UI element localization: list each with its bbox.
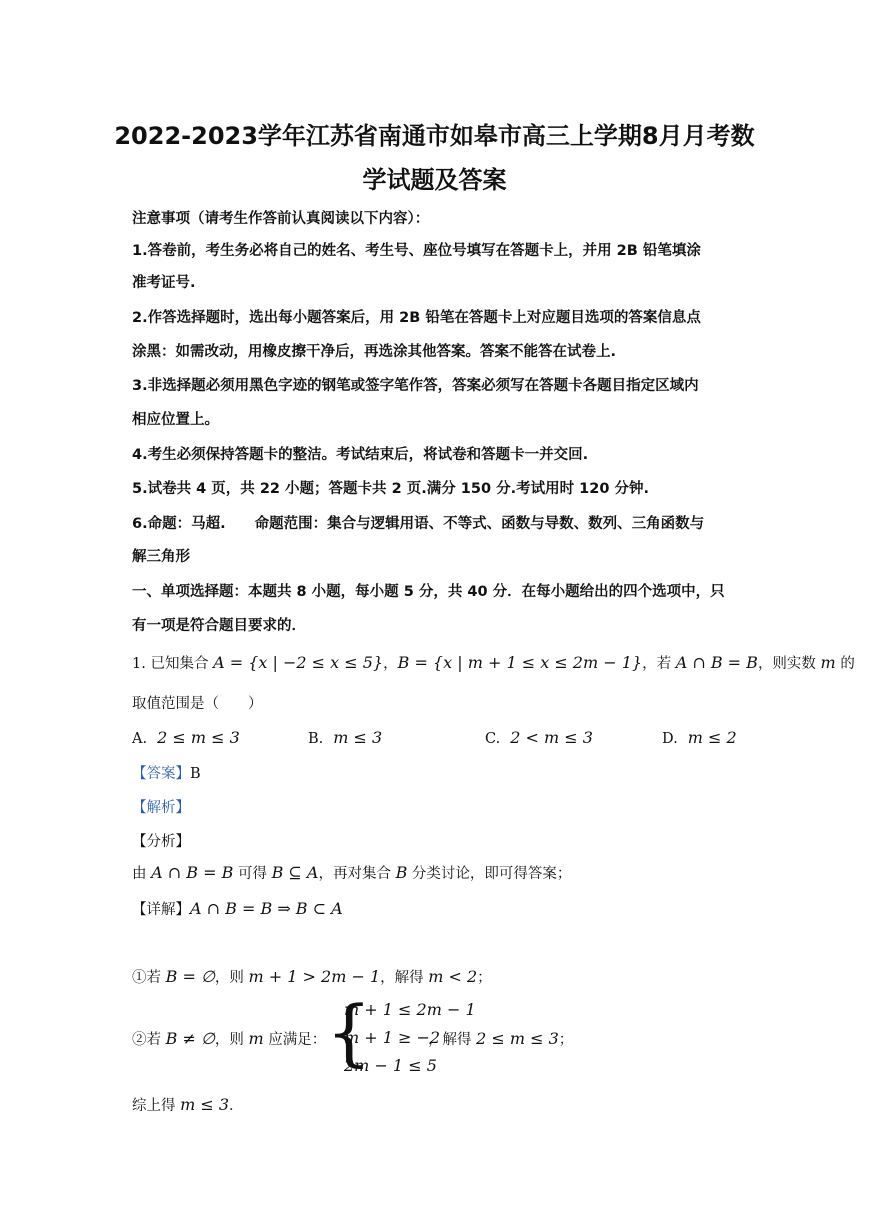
- case-math: m: [248, 1029, 264, 1048]
- case-part: ，解得: [428, 1032, 477, 1048]
- note-line: 5.试卷共 4 页，共 22 小题；答题卡共 2 页.满分 150 分.考试用时 120 分钟.: [132, 481, 649, 497]
- case-math: m < 2: [428, 967, 478, 986]
- case-part: ，则: [214, 970, 249, 986]
- summary-part: ．: [229, 1098, 244, 1114]
- fenxi-tag: 【分析】: [132, 834, 190, 850]
- note-line: 涂黑：如需改动，用橡皮擦干净后，再选涂其他答案。答案不能答在试卷上.: [132, 344, 617, 360]
- answer-value: B: [190, 766, 201, 782]
- option-value: m ≤ 3: [333, 728, 383, 747]
- xiangjie-math: A ∩ B = B ⇒ B ⊂ A: [190, 899, 343, 918]
- question-1-stem-line-2: 取值范围是（ ）: [132, 696, 263, 712]
- q1-text: 的: [835, 656, 855, 672]
- summary-line: [132, 1094, 244, 1115]
- fenxi-part: 由: [132, 866, 152, 882]
- case-part: ；: [558, 1032, 574, 1048]
- fenxi-math: B: [395, 863, 408, 882]
- note-line: 3.非选择题必须用黑色字迹的钢笔或签字笔作答，答案必须写在答题卡各题目指定区域内: [132, 378, 699, 394]
- xiangjie-tag: 【详解】: [132, 902, 190, 918]
- variable-math: m: [820, 653, 836, 672]
- option-label: A.: [132, 731, 148, 747]
- case-part: ；: [477, 970, 492, 986]
- set-a-math: A = {x | −2 ≤ x ≤ 5}: [213, 653, 384, 672]
- answer-tag: 【答案】: [132, 766, 190, 782]
- fenxi-math: B ⊆ A: [271, 863, 319, 882]
- note-line: 1.答卷前，考生务必将自己的姓名、考生号、座位号填写在答题卡上，并用 2B 铅笔填涂: [132, 243, 701, 259]
- note-line: 6.命题：马超. 命题范围：集合与逻辑用语、不等式、函数与导数、数列、三角函数与: [132, 516, 705, 532]
- option-a: [132, 728, 240, 747]
- doc-title-line-1: 2022-2023学年江苏省南通市如皋市高三上学期8月月考数: [114, 122, 755, 150]
- section-heading-line-2: 有一项是符合题目要求的．: [132, 618, 306, 634]
- system-equation: m + 1 ≥ −2: [344, 1028, 441, 1047]
- condition-math: A ∩ B = B: [675, 653, 758, 672]
- q1-text: 1. 已知集合: [132, 656, 214, 672]
- answer-line: [132, 762, 201, 783]
- xiangjie-line: [132, 898, 343, 919]
- section-heading-line-1: 一、单项选择题：本题共 8 小题，每小题 5 分，共 40 分．在每小题给出的四个选项中，只: [132, 584, 725, 600]
- q1-text: ，则实数: [757, 656, 821, 672]
- doc-title-line-2: 学试题及答案: [362, 166, 507, 194]
- case-1-line: [132, 966, 492, 987]
- q1-text: ，若: [642, 656, 676, 672]
- question-1-stem: [132, 652, 855, 673]
- set-b-math: B = {x | m + 1 ≤ x ≤ 2m − 1}: [397, 653, 643, 672]
- fenxi-part: ，再对集合: [318, 866, 396, 882]
- option-label: B.: [308, 731, 324, 747]
- note-line: 相应位置上。: [132, 412, 219, 428]
- option-value: 2 ≤ m ≤ 3: [157, 728, 240, 747]
- q1-text: ，: [383, 656, 398, 672]
- note-line: 准考证号.: [132, 275, 196, 291]
- note-line: 4.考生必须保持答题卡的整洁。考试结束后，将试卷和答题卡一并交回.: [132, 447, 589, 463]
- system-equation: 2m − 1 ≤ 5: [344, 1056, 437, 1075]
- case-math: B ≠ ∅: [165, 1029, 215, 1048]
- summary-part: 综上得: [132, 1098, 181, 1114]
- case-2-lead: [132, 1028, 326, 1049]
- option-value: 2 < m ≤ 3: [510, 728, 593, 747]
- option-b: [308, 728, 382, 747]
- summary-math: m ≤ 3: [180, 1095, 230, 1114]
- case-2-result: [428, 1028, 573, 1049]
- case-part: ①若: [132, 970, 166, 986]
- fenxi-text: [132, 862, 571, 883]
- option-label: C.: [485, 731, 501, 747]
- case-part: ，则: [214, 1032, 249, 1048]
- system-equation: m + 1 ≤ 2m − 1: [344, 1000, 476, 1019]
- fenxi-math: A ∩ B = B: [151, 863, 234, 882]
- case-part: ②若: [132, 1032, 166, 1048]
- notice-heading: 注意事项（请考生作答前认真阅读以下内容）：: [132, 211, 430, 227]
- fenxi-part: 分类讨论，即可得答案；: [407, 866, 572, 882]
- case-part: 应满足：: [263, 1032, 327, 1048]
- option-label: D.: [662, 731, 678, 747]
- analysis-tag: 【解析】: [132, 800, 190, 816]
- system-brace: {: [326, 990, 372, 1074]
- option-d: [662, 728, 737, 747]
- case-math: m + 1 > 2m − 1: [248, 967, 381, 986]
- note-line: 2.作答选择题时，选出每小题答案后，用 2B 铅笔在答题卡上对应题目选项的答案信息点: [132, 310, 701, 326]
- note-line: 解三角形: [132, 549, 190, 565]
- option-value: m ≤ 2: [687, 728, 737, 747]
- case-math: 2 ≤ m ≤ 3: [476, 1029, 559, 1048]
- fenxi-part: 可得: [233, 866, 272, 882]
- option-c: [485, 728, 593, 747]
- case-math: B = ∅: [165, 967, 215, 986]
- case-part: ，解得: [380, 970, 429, 986]
